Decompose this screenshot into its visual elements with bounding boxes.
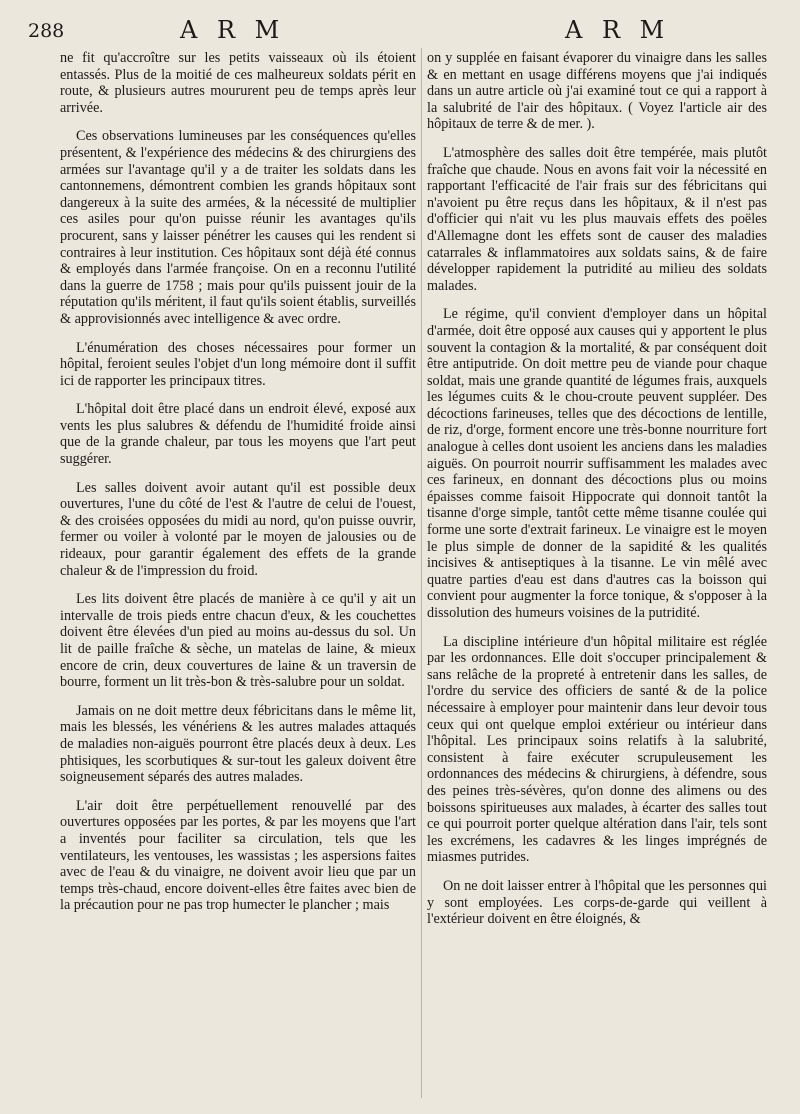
paragraph: Ces observations lumineuses par les conséquences qu'elles présentent, & l'expérience des médecins & des chirurgiens des armées sur l'avantage qu'il y a de traiter les soldats dans les cantonnemens, démontrent combien les grands hôpitaux sont dangereux à la suite des armées, & la nécessité de multiplier ces asiles pour qu'on puisse réunir les avantages qu'ils procurent, sans y laisser pénétrer les causes qui les rendent si contraires à leur institution. Ces hôpitaux sont déjà été connus & employés dans l'armée françoise. On en a reconnu l'utilité dans la guerre de 1758 ; mais pour qu'ils puissent jouir de la réputation qu'ils méritent, il faut qu'ils soient établis, surveillés & approvisionnés avec intelligence & avec ordre.: [60, 128, 416, 327]
running-head-right: A R M: [565, 16, 671, 44]
paragraph: Les salles doivent avoir autant qu'il est possible deux ouvertures, l'une du côté de l'est & l'autre de celui de l'ouest, & des croisées opposées du midi au nord, qu'on puisse ouvrir, fermer ou voiler à volonté par le moyen de jalousies ou de rideaux, pour garantir également des effets de la grande chaleur & de l'impression du froid.: [60, 479, 416, 579]
paragraph: Jamais on ne doit mettre deux fébricitans dans le même lit, mais les blessés, les vénériens & les autres malades attaqués de maladies non-aiguës pourront être placés deux à deux. Les phtisiques, les scorbutiques & sur-tout les galeux doivent être soigneusement séparés des autres malades.: [60, 702, 416, 786]
page-number: 288: [28, 20, 65, 42]
paragraph: Le régime, qu'il convient d'employer dans un hôpital d'armée, doit être opposé aux causes qui y apportent le plus souvent la contagion & la mortalité, & par conséquent doit être antiputride. On doit mettre peu de viande pour chaque soldat, mais une grande quantité de légumes frais, auxquels les légumes cuits & le chou-croute peuvent suppléer. Des décoctions farineuses, telles que des décoctions de lentille, de riz, d'orge, forment encore une très-bonne nourriture fort analogue à celles dont usoient les anciens dans les maladies aiguës. On pourroit nourrir suffisamment les malades avec ces farineux, en donnant des décoctions plus ou moins épaisses comme faisoit Hippocrate qui donnoit tantôt la tisanne d'orge simple, tantôt cette même tisanne coulée qui forme une sorte d'extrait farineux. Le vinaigre est le moyen le plus simple de donner de la sapidité & les qualités incisives & antiseptiques à la tisanne. Le vin mêlé avec quatre parties d'eau est dans d'autres cas la boisson qui convient pour augmenter la force tonique, & s'opposer à la dissolution des humeurs voisines de la putridité.: [427, 306, 767, 621]
paragraph: On ne doit laisser entrer à l'hôpital que les personnes qui y sont employées. Les corps-de-garde qui veillent à l'extérieur doivent en être éloignés, &: [427, 877, 767, 928]
right-column: [427, 50, 767, 928]
left-column: [60, 50, 416, 914]
paragraph: ne fit qu'accroître sur les petits vaisseaux où ils étoient entassés. Plus de la moitié de ces malheureux soldats périt en route, & plusieurs autres moururent peu de temps après leur arrivée.: [60, 50, 416, 116]
paragraph: La discipline intérieure d'un hôpital militaire est réglée par les ordonnances. Elle doit s'occuper principalement & sans relâche de la propreté à entretenir dans les salles, de l'ordre du service des officiers de santé & de la police nécessaire à employer pour maintenir dans leur devoir tous ceux qui ont quelque emploi extérieur ou intérieur dans l'hôpital. Les principaux soins relatifs à la salubrité, consistent à faire exécuter scrupuleusement les ordonnances des médecins & chirurgiens, à défendre, sous des peines très-sévères, qu'on donne des alimens ou des boissons spiritueuses aux malades, à écarter des salles tout ce qui pourroit porter quelque altération dans l'air, tels sont les excrémens, les cadavres & les linges imprégnés de miasmes putrides.: [427, 633, 767, 866]
running-head-left: A R M: [180, 16, 286, 44]
paragraph: L'atmosphère des salles doit être tempérée, mais plutôt fraîche que chaude. Nous en avons fait voir la nécessité en rapportant l'efficacité de l'air frais sur des fébricitans qui n'avoient pu être reçus dans les hôpitaux, & il n'est pas d'officier qui n'ait vu les plus mauvais effets des poëles d'Allemagne dont les effets sont de causer des maladies catarrales & inflammatoires aux soldats sains, & de faire développer rapidement la putridité au milieu des soldats malades.: [427, 144, 767, 294]
page-header: [0, 14, 800, 48]
column-divider: [421, 48, 422, 1098]
paragraph: on y supplée en faisant évaporer du vinaigre dans les salles & en mettant en usage différens moyens que j'ai indiqués dans un autre article où j'ai examiné tout ce qui a rapport à la salubrité de l'air des hôpitaux. ( Voyez l'article air des hôpitaux de terre & de mer. ).: [427, 50, 767, 133]
paragraph: L'hôpital doit être placé dans un endroit élevé, exposé aux vents les plus salubres & défendu de l'humidité froide ainsi que de la grande chaleur, par tous les moyens que l'art peut suggérer.: [60, 401, 416, 468]
paragraph: L'air doit être perpétuellement renouvellé par des ouvertures opposées par les portes, & par les moyens que l'art a inventés pour faciliter sa circulation, tels que les ventilateurs, les ventouses, les wassistas ; les aspersions faites avec de l'eau & du vinaigre, ne doivent avoir lieu que par un temps très-chaud, encore doivent-elles être faites avec bien de la précaution pour ne pas trop humecter le plancher ; mais: [60, 797, 416, 914]
paragraph: L'énumération des choses nécessaires pour former un hôpital, feroient seules l'objet d'un long mémoire dont il suffit ici de rapporter les principaux titres.: [60, 339, 416, 389]
paragraph: Les lits doivent être placés de manière à ce qu'il y ait un intervalle de trois pieds entre chacun d'eux, & les couchettes doivent être élevées d'un pied au moins au-dessus du sol. Un lit de paille fraîche & sèche, un matelas de laine, & mieux encore de crin, deux couvertures de laine & un traversin de bourre, forment un lit très-bon & très-salubre pour un soldat.: [60, 591, 416, 691]
